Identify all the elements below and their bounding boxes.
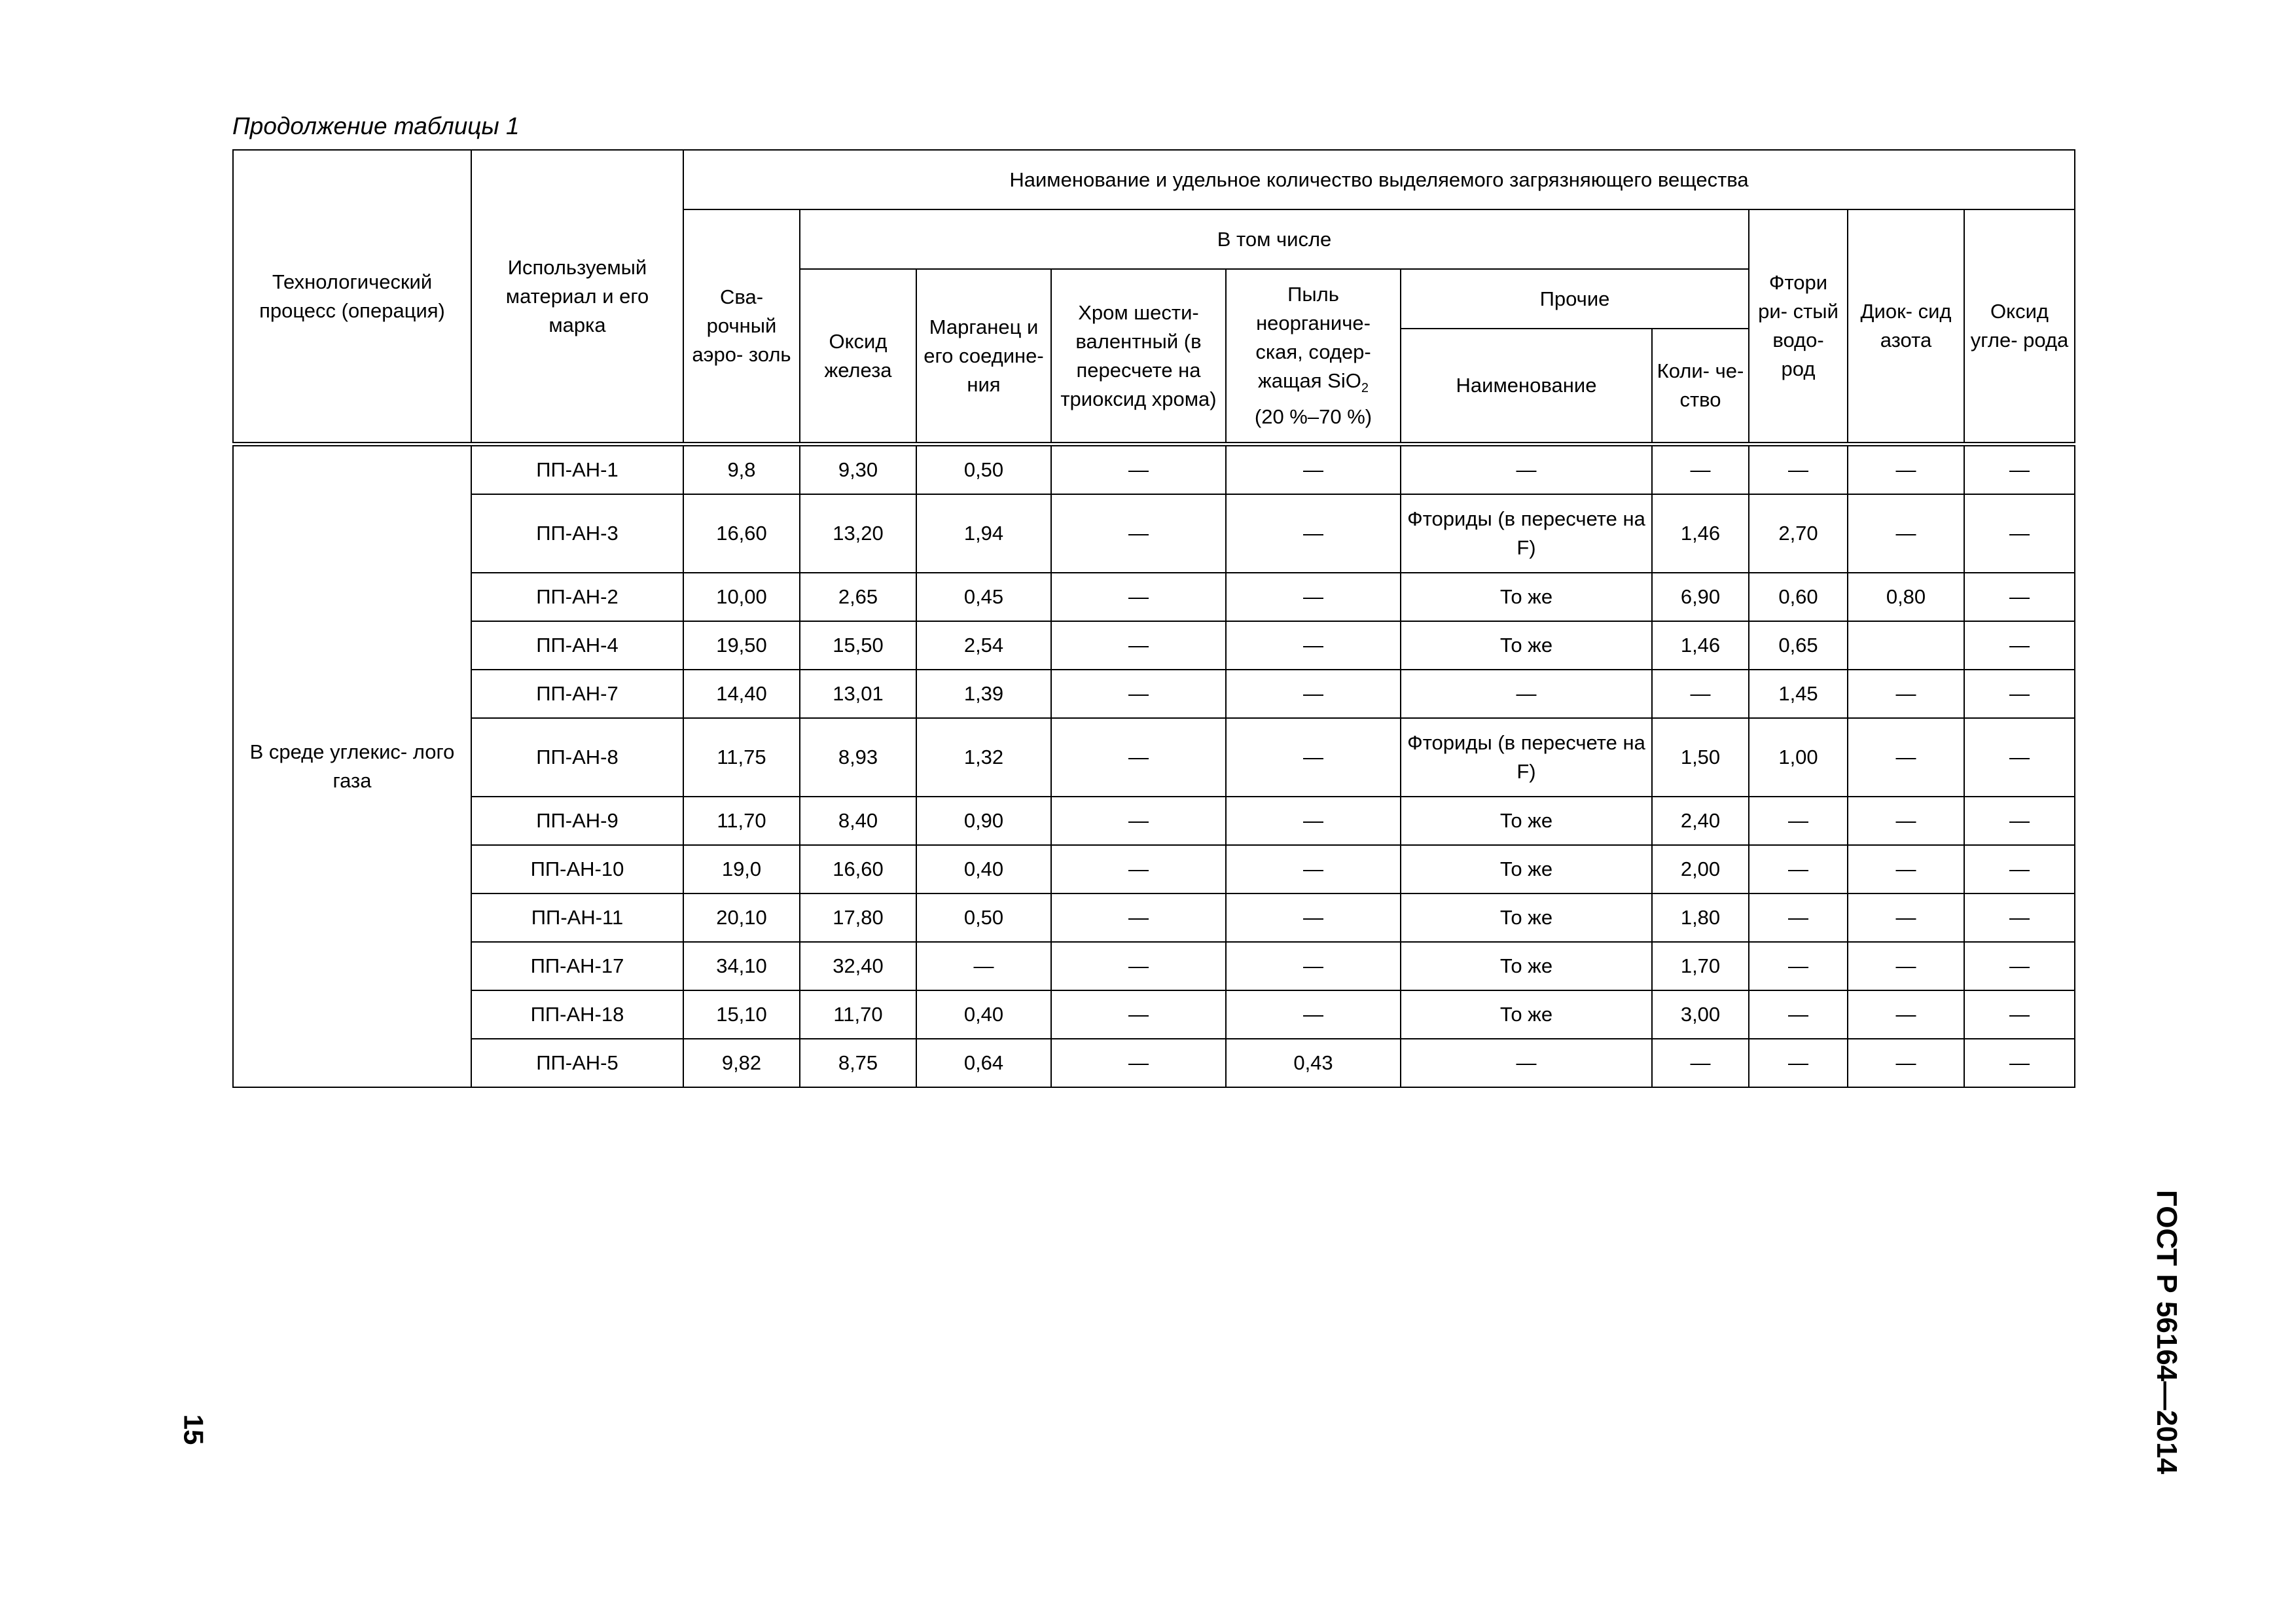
cell-no2: — [1848,893,1964,942]
cell-hf: — [1749,444,1848,495]
cell-dust: — [1226,494,1401,573]
cell-other-name: То же [1401,797,1652,845]
cell-other-name: То же [1401,942,1652,990]
cell-dust: — [1226,797,1401,845]
table-row [233,444,2075,495]
header-process: Технологический процесс (операция) [233,150,471,444]
table-caption: Продолжение таблицы 1 [232,113,520,139]
cell-hf: — [1749,845,1848,893]
cell-chrome: — [1051,573,1226,621]
cell-dust: 0,43 [1226,1039,1401,1087]
cell-co: — [1964,893,2075,942]
cell-manganese: 2,54 [916,621,1051,670]
table-row [233,893,2075,942]
cell-chrome: — [1051,444,1226,495]
cell-other-name: То же [1401,621,1652,670]
cell-iron: 15,50 [800,621,916,670]
cell-dust: — [1226,444,1401,495]
header-aerosol: Сва- рочный аэро- золь [683,209,800,444]
cell-manganese: 0,50 [916,893,1051,942]
header-chrome: Хром шести- валентный (в пересчете на триоксид хрома) [1051,269,1226,444]
cell-other-name: То же [1401,990,1652,1039]
header-co: Оксид угле- рода [1964,209,2075,444]
cell-chrome: — [1051,1039,1226,1087]
table-row [233,621,2075,670]
cell-hf: 0,65 [1749,621,1848,670]
cell-dust: — [1226,990,1401,1039]
cell-dust: — [1226,621,1401,670]
header-no2: Диок- сид азота [1848,209,1964,444]
cell-co: — [1964,845,2075,893]
cell-iron: 9,30 [800,444,916,495]
cell-iron: 13,20 [800,494,916,573]
cell-other-name: Фториды (в пересчете на F) [1401,494,1652,573]
cell-no2: — [1848,670,1964,718]
cell-chrome: — [1051,893,1226,942]
cell-iron: 8,40 [800,797,916,845]
cell-material: ПП-АН-11 [471,893,683,942]
header-other-qty: Коли- че- ство [1652,329,1749,444]
standard-designation: ГОСТ Р 56164—2014 [2151,1189,2183,1475]
cell-aerosol: 10,00 [683,573,800,621]
cell-other-name: То же [1401,573,1652,621]
header-hf: Фтори ри- стый водо- род [1749,209,1848,444]
cell-other-qty: 1,70 [1652,942,1749,990]
cell-co: — [1964,494,2075,573]
cell-co: — [1964,444,2075,495]
cell-material: ПП-АН-8 [471,718,683,797]
cell-no2: — [1848,990,1964,1039]
cell-aerosol: 19,50 [683,621,800,670]
cell-dust: — [1226,893,1401,942]
cell-material: ПП-АН-17 [471,942,683,990]
cell-iron: 8,75 [800,1039,916,1087]
cell-iron: 2,65 [800,573,916,621]
cell-chrome: — [1051,942,1226,990]
cell-co: — [1964,621,2075,670]
header-other-name: Наименование [1401,329,1652,444]
cell-hf: — [1749,797,1848,845]
cell-manganese: 0,50 [916,444,1051,495]
cell-material: ПП-АН-1 [471,444,683,495]
cell-aerosol: 11,75 [683,718,800,797]
cell-chrome: — [1051,797,1226,845]
process-cell: В среде углекис- лого газа [233,444,471,1088]
cell-hf: 1,45 [1749,670,1848,718]
cell-aerosol: 20,10 [683,893,800,942]
cell-manganese: 0,64 [916,1039,1051,1087]
cell-manganese: 0,40 [916,845,1051,893]
cell-no2: — [1848,942,1964,990]
cell-no2 [1848,621,1964,670]
cell-hf: 2,70 [1749,494,1848,573]
cell-other-qty: — [1652,1039,1749,1087]
cell-co: — [1964,1039,2075,1087]
cell-chrome: — [1051,494,1226,573]
cell-co: — [1964,942,2075,990]
cell-material: ПП-АН-18 [471,990,683,1039]
cell-aerosol: 19,0 [683,845,800,893]
cell-co: — [1964,573,2075,621]
table-row [233,494,2075,573]
cell-chrome: — [1051,621,1226,670]
cell-iron: 11,70 [800,990,916,1039]
cell-other-name: — [1401,444,1652,495]
emissions-table [232,149,2075,1088]
cell-no2: — [1848,444,1964,495]
cell-material: ПП-АН-4 [471,621,683,670]
header-iron: Оксид железа [800,269,916,444]
cell-manganese: 0,90 [916,797,1051,845]
cell-other-qty: — [1652,670,1749,718]
cell-other-qty: 3,00 [1652,990,1749,1039]
cell-no2: — [1848,494,1964,573]
cell-dust: — [1226,942,1401,990]
cell-other-name: То же [1401,893,1652,942]
table-row [233,845,2075,893]
cell-chrome: — [1051,990,1226,1039]
header-incl: В том числе [800,209,1749,269]
cell-iron: 17,80 [800,893,916,942]
cell-no2: — [1848,797,1964,845]
table-row [233,797,2075,845]
cell-chrome: — [1051,670,1226,718]
cell-material: ПП-АН-7 [471,670,683,718]
cell-other-qty: 2,40 [1652,797,1749,845]
header-dust: Пыль неорганиче- ская, содер- жащая SiO$_2$ (20 %–70 %) [1226,269,1401,444]
header-other: Прочие [1401,269,1749,329]
header-material: Используемый материал и его марка [471,150,683,444]
page-number: 15 [178,1414,209,1445]
table-row [233,718,2075,797]
cell-chrome: — [1051,845,1226,893]
header-group: Наименование и удельное количество выделяемого загрязняющего вещества [683,150,2075,209]
cell-other-qty: 1,46 [1652,494,1749,573]
cell-dust: — [1226,718,1401,797]
cell-other-qty: 1,80 [1652,893,1749,942]
cell-manganese: 1,94 [916,494,1051,573]
header-manganese: Марганец и его соедине- ния [916,269,1051,444]
cell-other-name: То же [1401,845,1652,893]
cell-hf: — [1749,990,1848,1039]
cell-hf: — [1749,893,1848,942]
cell-hf: — [1749,1039,1848,1087]
cell-no2: — [1848,1039,1964,1087]
cell-no2: 0,80 [1848,573,1964,621]
cell-other-qty: 1,46 [1652,621,1749,670]
cell-aerosol: 9,82 [683,1039,800,1087]
cell-co: — [1964,797,2075,845]
cell-iron: 13,01 [800,670,916,718]
cell-manganese: 1,39 [916,670,1051,718]
cell-other-name: — [1401,670,1652,718]
cell-co: — [1964,670,2075,718]
cell-dust: — [1226,670,1401,718]
cell-manganese: 0,45 [916,573,1051,621]
cell-aerosol: 11,70 [683,797,800,845]
cell-hf: 1,00 [1749,718,1848,797]
cell-manganese: 0,40 [916,990,1051,1039]
cell-other-qty: — [1652,444,1749,495]
cell-dust: — [1226,573,1401,621]
cell-other-name: — [1401,1039,1652,1087]
cell-co: — [1964,718,2075,797]
table-row [233,990,2075,1039]
cell-no2: — [1848,845,1964,893]
cell-iron: 32,40 [800,942,916,990]
cell-other-qty: 1,50 [1652,718,1749,797]
cell-iron: 16,60 [800,845,916,893]
cell-other-qty: 6,90 [1652,573,1749,621]
table-row [233,573,2075,621]
table-row [233,942,2075,990]
cell-manganese: 1,32 [916,718,1051,797]
cell-other-qty: 2,00 [1652,845,1749,893]
cell-co: — [1964,990,2075,1039]
cell-aerosol: 16,60 [683,494,800,573]
cell-chrome: — [1051,718,1226,797]
cell-aerosol: 34,10 [683,942,800,990]
cell-manganese: — [916,942,1051,990]
cell-material: ПП-АН-3 [471,494,683,573]
table-row [233,1039,2075,1087]
cell-aerosol: 9,8 [683,444,800,495]
cell-material: ПП-АН-9 [471,797,683,845]
cell-other-name: Фториды (в пересчете на F) [1401,718,1652,797]
table-row [233,670,2075,718]
cell-aerosol: 15,10 [683,990,800,1039]
cell-hf: — [1749,942,1848,990]
cell-material: ПП-АН-2 [471,573,683,621]
cell-dust: — [1226,845,1401,893]
cell-hf: 0,60 [1749,573,1848,621]
cell-no2: — [1848,718,1964,797]
cell-material: ПП-АН-5 [471,1039,683,1087]
cell-aerosol: 14,40 [683,670,800,718]
cell-material: ПП-АН-10 [471,845,683,893]
cell-iron: 8,93 [800,718,916,797]
